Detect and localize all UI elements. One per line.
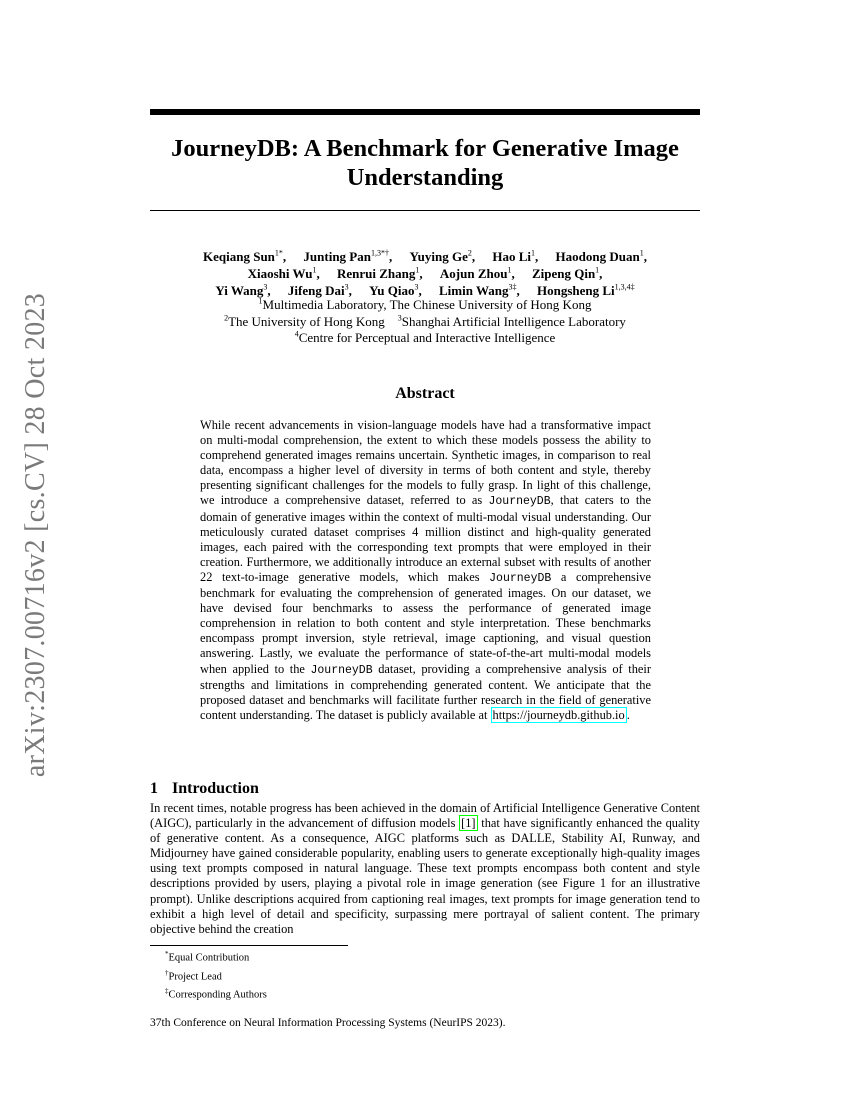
abstract-body: While recent advancements in vision-language models have had a transformative impact on multi-modal comprehension, the extent to which these models possess the ability to comprehend generated images remains uncertain. Synthetic images, in comparison to real data, encompass a higher level of diversity in terms of both content and style, thereby presenting significant challenges for the models to fully grasp. In light of this challenge, we introduce a comprehensive dataset, referred to as JourneyDB, that caters to the domain of generative images within the context of multi-modal visual understanding. Our meticulously curated dataset comprises 4 million distinct and high-quality generated images, each paired with the corresponding text prompts that were employed in their creation. Furthermore, we additionally introduce an external subset with results of another 22 text-to-image generative models, which makes JourneyDB a comprehensive benchmark for evaluating the comprehension of generated images. On our dataset, we have devised four benchmarks to assess the performance of generated image comprehension in relation to both content and style interpretation. These benchmarks encompass prompt inversion, style retrieval, image captioning, and visual question answering. Lastly, we evaluate the performance of state-of-the-art multi-modal models when applied to the JourneyDB dataset, providing a comprehensive analysis of their strengths and limitations in comprehending generated content. We anticipate that the proposed dataset and benchmarks will facilitate further research in the field of generative content understanding. The dataset is publicly available at https://journeydb.github.io . xyxy=(200,418,651,722)
affiliation-line xyxy=(150,314,700,331)
author-line xyxy=(150,248,700,265)
dataset-name: JourneyDB xyxy=(310,663,373,677)
footnote-rule xyxy=(150,945,348,946)
dataset-name: JourneyDB xyxy=(489,571,552,585)
title-bottom-rule xyxy=(150,210,700,211)
author-line xyxy=(150,265,700,282)
affiliation: $^4$Centre for Perceptual and Interactive Intelligence xyxy=(294,329,556,345)
dataset-name: JourneyDB xyxy=(488,495,551,509)
dataset-link[interactable]: https://journeydb.github.io xyxy=(492,707,625,722)
venue-footer: 37th Conference on Neural Information Processing Systems (NeurIPS 2023). xyxy=(150,1017,506,1029)
author: Hongsheng $Li^{1,3,4\ddagger}$ xyxy=(536,282,635,298)
footnote: ‡Corresponding Authors xyxy=(165,987,267,1001)
author: Xiaoshi Wu$^1$, xyxy=(247,265,320,281)
introduction-body: In recent times, notable progress has been achieved in the domain of Artificial Intelligence Generative Content (AIGC), particularly in the advancement of diffusion models [1] that have significantly enhanced the quality of generative content. As a consequence, AIGC platforms such as DALLE, Stability AI, Runway, and Midjourney have gained considerable popularity, enabling users to generate exceptionally high-quality images using text prompts composed in natural language. These text prompts encompass both content and style descriptions provided by users, playing a pivotal role in image generation (see Figure 1 for an illustrative prompt). Unlike descriptions acquired from captioning real images, text prompts for image generation tend to exhibit a high level of detail and specificity, surpassing mere portrayal of salient content. The primary objective behind the creation xyxy=(150,801,700,936)
title-top-rule xyxy=(150,109,700,115)
footnote: *Equal Contribution xyxy=(165,950,250,964)
author: Yuying Ge$^2$, xyxy=(409,248,476,264)
author: Haodong Duan$^1$, xyxy=(555,248,647,264)
arxiv-sidebar-stamp xyxy=(20,290,52,780)
author: Jifeng Dai$^3$, xyxy=(287,282,352,298)
abstract-heading: Abstract xyxy=(395,385,455,402)
affiliation: $^2$The University of Hong Kong xyxy=(224,313,385,329)
footnotes xyxy=(165,947,267,1003)
citation-link[interactable]: [1] xyxy=(461,816,476,831)
author-list xyxy=(150,248,700,299)
affiliation: $^3$Shanghai Artificial Intelligence Laboratory xyxy=(397,313,626,329)
paper-title: JourneyDB: A Benchmark for Generative Image Understanding xyxy=(171,135,679,191)
arxiv-id: arXiv:2307.00716v2 [cs.CV] 28 Oct 2023 xyxy=(20,292,51,778)
section-heading: 1 Introduction xyxy=(150,780,259,797)
author: Keqiang Sun$^{1*}$, xyxy=(203,248,287,264)
author: Zipeng Qin$^1$, xyxy=(531,265,603,281)
footnote: †Project Lead xyxy=(165,968,222,982)
author: Limin Wang$^{3\ddagger}$, xyxy=(439,282,520,298)
author: Aojun Zhou$^1$, xyxy=(439,265,515,281)
affiliation-list xyxy=(150,297,700,347)
author: Junting Pan$^{1,3*\dagger}$, xyxy=(303,248,393,264)
author: Yi Wang$^3$, xyxy=(215,282,271,298)
author: Hao Li$^1$, xyxy=(492,248,539,264)
affiliation: $^1$Multimedia Laboratory, The Chinese University of Hong Kong xyxy=(258,296,592,312)
author: Renrui Zhang$^1$, xyxy=(337,265,423,281)
author: Yu Qiao$^3$, xyxy=(369,282,422,298)
